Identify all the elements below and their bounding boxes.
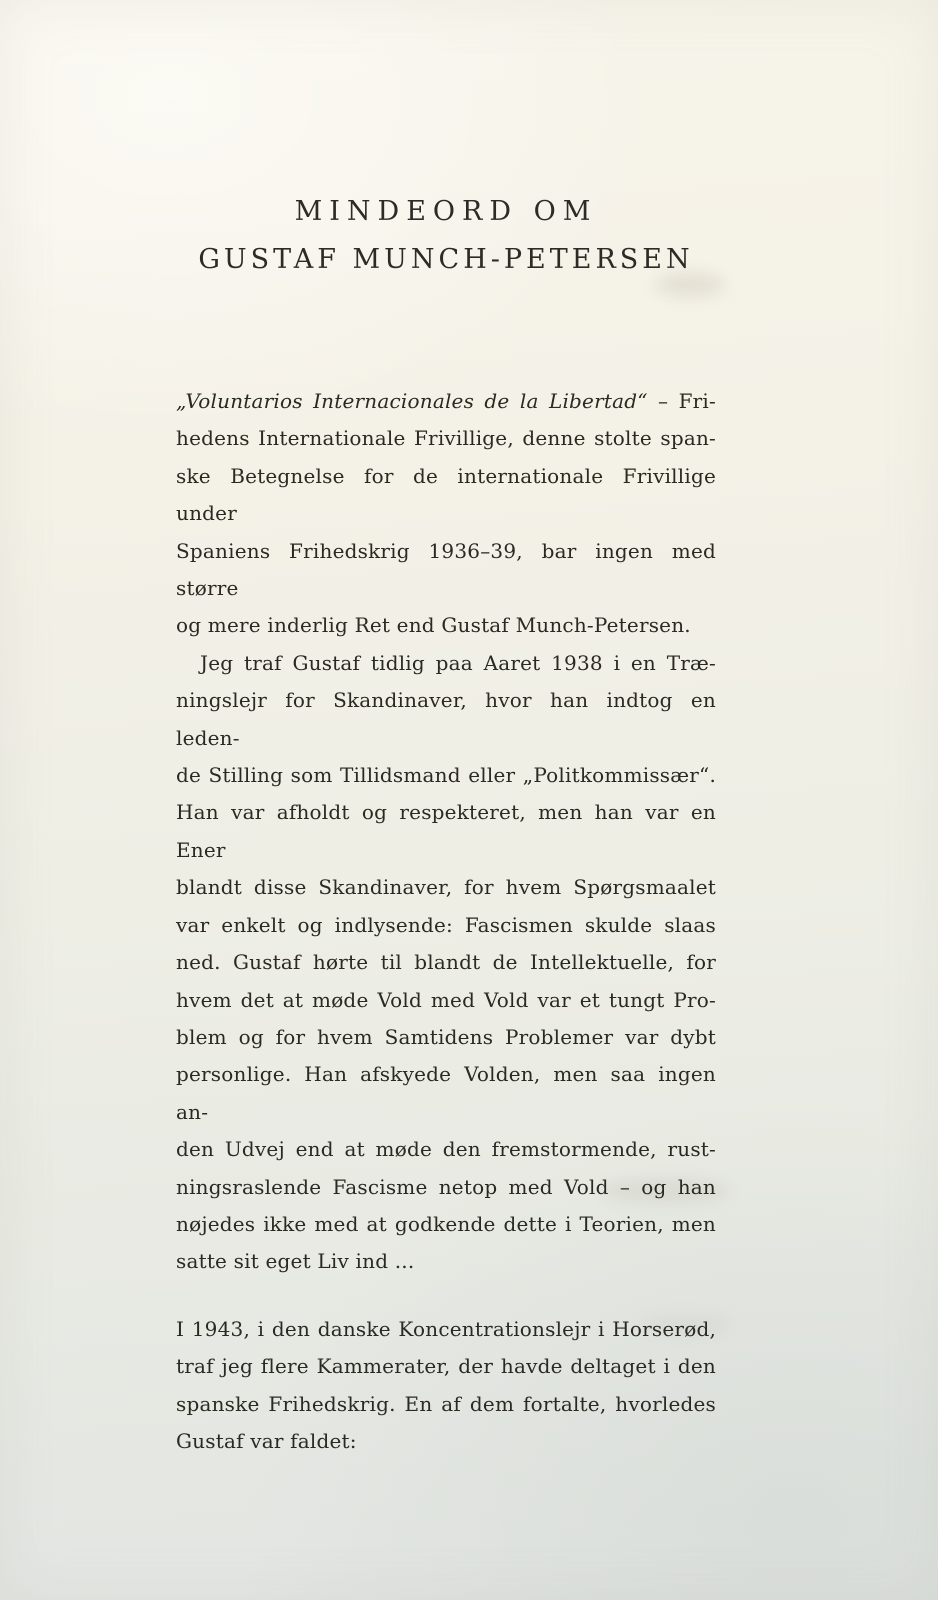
text-segment: personlige. Han afskyede Volden, men saa ingen an- <box>176 1062 716 1124</box>
text-line <box>176 757 716 794</box>
text-line <box>176 1131 716 1168</box>
text-segment: hvem det at møde Vold med Vold var et tungt Pro- <box>176 987 716 1012</box>
text-segment: blem og for hvem Samtidens Problemer var dybt <box>176 1024 716 1049</box>
text-segment: nøjedes ikke med at godkende dette i Teorien, men <box>176 1211 716 1236</box>
text-segment: Gustaf var faldet: <box>176 1428 357 1453</box>
text-line <box>176 1206 716 1243</box>
text-segment: traf jeg flere Kammerater, der havde deltaget i den <box>176 1354 716 1379</box>
text-segment: og mere inderlig Ret end Gustaf Munch-Petersen. <box>176 613 691 638</box>
text-segment: Han var afholdt og respekteret, men han var en Ener <box>176 800 716 862</box>
paragraph <box>176 1311 716 1461</box>
text-line <box>176 682 716 757</box>
text-line <box>176 645 716 682</box>
text-line <box>176 907 716 944</box>
text-line <box>176 1169 716 1206</box>
text-line <box>176 869 716 906</box>
paragraph <box>176 645 716 1281</box>
text-line <box>176 1243 716 1280</box>
text-line <box>176 944 716 981</box>
text-line <box>176 458 716 533</box>
text-line <box>176 420 716 457</box>
page-title <box>176 196 716 275</box>
text-segment: ningslejr for Skandinaver, hvor han indtog en leden- <box>176 688 716 750</box>
italic-quote-segment: „Voluntarios Internacionales de la Libertad“ <box>176 389 648 413</box>
text-segment: Jeg traf Gustaf tidlig paa Aaret 1938 i en Træ- <box>200 650 716 675</box>
text-segment: ske Betegnelse for de internationale Frivillige under <box>176 463 716 526</box>
text-segment: ned. Gustaf hørte til blandt de Intellektuelle, for <box>176 950 716 975</box>
text-segment: I 1943, i den danske Koncentrationslejr i Horserød, <box>176 1316 716 1341</box>
text-segment: – Fri- <box>647 389 716 413</box>
text-segment: de Stilling som Tillidsmand eller „Politkommissær“. <box>176 763 716 788</box>
text-line <box>176 1019 716 1056</box>
text-line <box>176 607 716 644</box>
text-line <box>176 1386 716 1423</box>
text-segment: den Udvej end at møde den fremstormende, rust- <box>176 1137 716 1162</box>
bleed-through-smudge <box>655 272 725 298</box>
text-line <box>176 383 716 420</box>
text-segment: ningsraslende Fascisme netop med Vold – og han <box>176 1174 716 1199</box>
text-line <box>176 794 716 869</box>
paragraph <box>176 383 716 645</box>
text-segment: satte sit eget Liv ind ... <box>176 1249 415 1274</box>
text-segment: var enkelt og indlysende: Fascismen skulde slaas <box>176 912 716 937</box>
title-line-1: MINDEORD OM <box>294 196 598 227</box>
text-line <box>176 533 716 608</box>
text-column <box>176 383 716 1460</box>
text-segment: hedens Internationale Frivillige, denne stolte span- <box>176 426 716 451</box>
text-line <box>176 1348 716 1385</box>
text-line <box>176 982 716 1019</box>
text-segment: blandt disse Skandinaver, for hvem Spørgsmaalet <box>176 875 716 900</box>
title-line-2: GUSTAF MUNCH-PETERSEN <box>198 244 694 275</box>
text-line <box>176 1423 716 1460</box>
text-line <box>176 1056 716 1131</box>
text-line <box>176 1311 716 1348</box>
text-segment: spanske Frihedskrig. En af dem fortalte, hvorledes <box>176 1391 716 1416</box>
text-segment: Spaniens Frihedskrig 1936–39, bar ingen med større <box>176 538 716 601</box>
